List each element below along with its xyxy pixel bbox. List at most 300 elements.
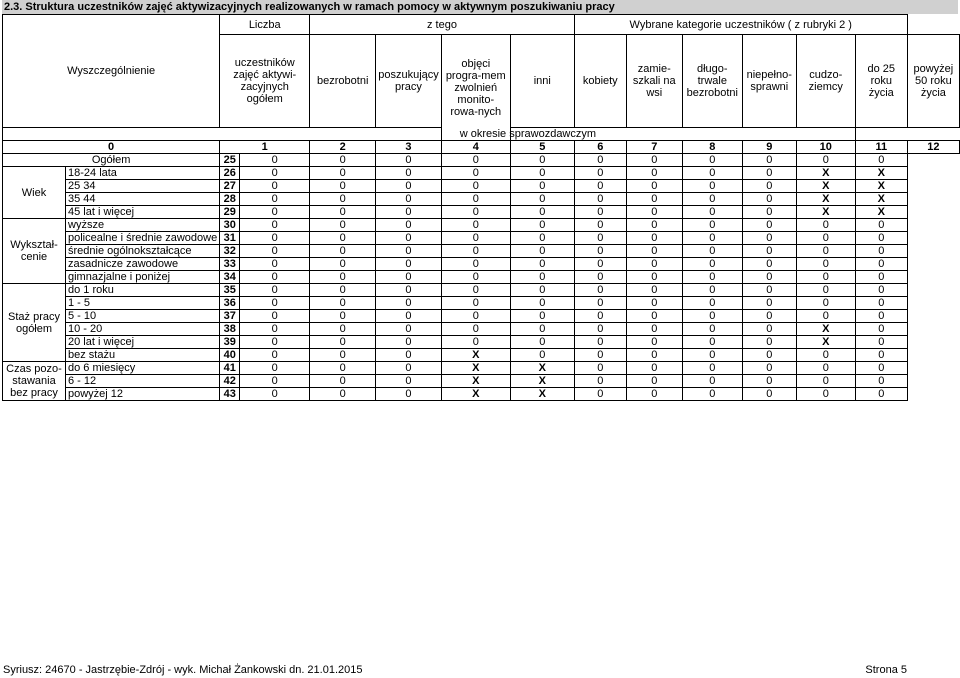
table-cell: 0 — [626, 362, 682, 375]
table-cell: 0 — [626, 219, 682, 232]
header-col-poszukujacy: poszukujący pracy — [376, 35, 442, 128]
table-cell: 0 — [310, 271, 376, 284]
table-row — [3, 232, 960, 245]
table-cell: 0 — [240, 284, 310, 297]
table-cell: 0 — [574, 167, 626, 180]
table-cell: 0 — [626, 349, 682, 362]
table-cell: 0 — [574, 375, 626, 388]
row-label: 5 - 10 — [66, 310, 220, 323]
column-number: 8 — [682, 141, 742, 154]
table-cell: X — [855, 206, 907, 219]
table-cell: 0 — [240, 310, 310, 323]
table-cell: X — [510, 375, 574, 388]
table-cell: 0 — [310, 388, 376, 401]
table-cell: 0 — [574, 310, 626, 323]
table-cell: 0 — [574, 297, 626, 310]
row-code: 41 — [220, 362, 240, 375]
table-cell: 0 — [742, 375, 796, 388]
table-cell: 0 — [742, 245, 796, 258]
table-cell: 0 — [855, 323, 907, 336]
table-cell: 0 — [574, 336, 626, 349]
table-cell: 0 — [441, 271, 510, 284]
table-cell: 0 — [441, 297, 510, 310]
table-cell: X — [796, 167, 855, 180]
table-cell: 0 — [310, 297, 376, 310]
table-cell: 0 — [441, 245, 510, 258]
table-cell: 0 — [626, 310, 682, 323]
table-cell: 0 — [510, 154, 574, 167]
table-cell: 0 — [682, 258, 742, 271]
table-cell: 0 — [240, 193, 310, 206]
table-cell: 0 — [574, 180, 626, 193]
header-col-dlugotrwale: długo-trwale bezrobotni — [682, 35, 742, 128]
table-cell: 0 — [510, 167, 574, 180]
table-row — [3, 258, 960, 271]
table-cell: 0 — [441, 232, 510, 245]
table-cell: 0 — [682, 349, 742, 362]
row-group-wyksztalcenie: Wykształ-cenie — [3, 219, 66, 284]
table-cell: 0 — [682, 297, 742, 310]
table-cell: 0 — [376, 271, 442, 284]
row-code: 26 — [220, 167, 240, 180]
header-col-bezrobotni: bezrobotni — [310, 35, 376, 128]
table-cell: 0 — [376, 154, 442, 167]
table-cell: 0 — [441, 284, 510, 297]
table-cell: 0 — [796, 245, 855, 258]
table-cell: 0 — [310, 219, 376, 232]
table-cell: 0 — [682, 284, 742, 297]
table-cell: 0 — [441, 180, 510, 193]
table-cell: 0 — [626, 388, 682, 401]
row-label: średnie ogólnokształcące — [66, 245, 220, 258]
table-cell: 0 — [855, 219, 907, 232]
table-cell: 0 — [682, 154, 742, 167]
row-code: 29 — [220, 206, 240, 219]
column-number: 3 — [376, 141, 442, 154]
table-cell: 0 — [796, 297, 855, 310]
table-cell: 0 — [742, 388, 796, 401]
table-cell: 0 — [310, 167, 376, 180]
row-group-czas: Czas pozo-stawania bez pracy — [3, 362, 66, 401]
table-cell: 0 — [310, 245, 376, 258]
table-cell: 0 — [240, 349, 310, 362]
table-cell: 0 — [376, 206, 442, 219]
table-cell: 0 — [240, 323, 310, 336]
table-cell: 0 — [742, 180, 796, 193]
table-cell: 0 — [855, 362, 907, 375]
table-cell: 0 — [240, 362, 310, 375]
table-cell: 0 — [240, 336, 310, 349]
row-code: 35 — [220, 284, 240, 297]
table-cell: 0 — [574, 232, 626, 245]
table-cell: 0 — [682, 310, 742, 323]
table-cell: 0 — [855, 245, 907, 258]
row-code: 27 — [220, 180, 240, 193]
column-number: 9 — [742, 141, 796, 154]
table-cell: 0 — [626, 297, 682, 310]
row-code: 37 — [220, 310, 240, 323]
table-cell: 0 — [626, 323, 682, 336]
table-cell: 0 — [682, 232, 742, 245]
table-cell: 0 — [510, 258, 574, 271]
table-cell: 0 — [796, 258, 855, 271]
table-cell: 0 — [310, 232, 376, 245]
table-cell: 0 — [855, 232, 907, 245]
table-cell: X — [796, 180, 855, 193]
table-cell: 0 — [574, 154, 626, 167]
row-label: do 6 miesięcy — [66, 362, 220, 375]
report-title: 2.3. Struktura uczestników zajęć aktywizacyjnych realizowanych w ramach pomocy w aktywnym poszukiwaniu pracy — [2, 0, 958, 14]
table-cell: X — [510, 362, 574, 375]
table-cell: 0 — [855, 271, 907, 284]
table-cell: 0 — [310, 284, 376, 297]
column-numbers-row — [3, 141, 960, 154]
table-cell: 0 — [376, 245, 442, 258]
table-cell: 0 — [310, 310, 376, 323]
table-cell: 0 — [510, 206, 574, 219]
row-label: 10 - 20 — [66, 323, 220, 336]
table-cell: 0 — [376, 336, 442, 349]
table-cell: 0 — [796, 284, 855, 297]
table-cell: 0 — [310, 206, 376, 219]
row-code: 32 — [220, 245, 240, 258]
table-cell: 0 — [574, 206, 626, 219]
table-cell: 0 — [574, 271, 626, 284]
table-row — [3, 388, 960, 401]
row-label: 1 - 5 — [66, 297, 220, 310]
table-cell: 0 — [742, 349, 796, 362]
table-cell: 0 — [376, 232, 442, 245]
row-label: gimnazjalne i poniżej — [66, 271, 220, 284]
table-row — [3, 349, 960, 362]
table-cell: 0 — [682, 167, 742, 180]
table-cell: 0 — [376, 284, 442, 297]
table-cell: 0 — [310, 323, 376, 336]
header-wyszczegolnienie: Wyszczególnienie — [3, 15, 220, 128]
participants-table — [2, 14, 960, 401]
table-cell: 0 — [742, 336, 796, 349]
table-cell: 0 — [742, 323, 796, 336]
footer — [3, 664, 957, 676]
table-cell: X — [796, 193, 855, 206]
table-cell: 0 — [510, 297, 574, 310]
table-cell: 0 — [626, 245, 682, 258]
table-cell: 0 — [376, 180, 442, 193]
row-code: 25 — [220, 154, 240, 167]
table-cell: 0 — [441, 167, 510, 180]
table-cell: 0 — [796, 310, 855, 323]
table-cell: 0 — [742, 258, 796, 271]
table-cell: 0 — [441, 258, 510, 271]
table-cell: 0 — [310, 375, 376, 388]
table-cell: X — [855, 193, 907, 206]
table-row — [3, 206, 960, 219]
table-cell: 0 — [510, 336, 574, 349]
table-cell: 0 — [441, 154, 510, 167]
table-cell: 0 — [574, 219, 626, 232]
row-label: zasadnicze zawodowe — [66, 258, 220, 271]
table-cell: 0 — [376, 219, 442, 232]
table-cell: 0 — [796, 388, 855, 401]
table-cell: 0 — [855, 258, 907, 271]
table-cell: 0 — [682, 375, 742, 388]
table-cell: 0 — [682, 193, 742, 206]
table-cell: 0 — [626, 284, 682, 297]
column-number: 0 — [3, 141, 220, 154]
table-cell: 0 — [796, 362, 855, 375]
table-cell: 0 — [376, 362, 442, 375]
row-code: 34 — [220, 271, 240, 284]
row-label: policealne i średnie zawodowe — [66, 232, 220, 245]
header-period: w okresie sprawozdawczym — [310, 128, 856, 141]
header-col-powyzej50: powyżej 50 roku życia — [907, 35, 959, 128]
table-row — [3, 336, 960, 349]
header-col-cudzoziemcy: cudzo-ziemcy — [796, 35, 855, 128]
table-cell: 0 — [240, 180, 310, 193]
header-uczestnikow: uczestników zajęć aktywi-zacyjnych ogółem — [220, 35, 310, 128]
table-cell: 0 — [742, 193, 796, 206]
table-cell: 0 — [742, 310, 796, 323]
header-wybrane-kategorie: Wybrane kategorie uczestników ( z rubryki 2 ) — [574, 15, 907, 35]
table-cell: 0 — [855, 310, 907, 323]
row-code: 39 — [220, 336, 240, 349]
row-label: 45 lat i więcej — [66, 206, 220, 219]
table-row — [3, 284, 960, 297]
table-row — [3, 154, 960, 167]
table-cell: 0 — [441, 310, 510, 323]
row-group-wiek: Wiek — [3, 167, 66, 219]
table-row — [3, 271, 960, 284]
row-label: powyżej 12 — [66, 388, 220, 401]
table-cell: X — [441, 362, 510, 375]
table-cell: 0 — [510, 284, 574, 297]
table-row — [3, 323, 960, 336]
table-row — [3, 193, 960, 206]
column-number: 6 — [574, 141, 626, 154]
table-cell: 0 — [376, 375, 442, 388]
table-cell: X — [855, 167, 907, 180]
table-cell: 0 — [510, 323, 574, 336]
table-cell: 0 — [240, 375, 310, 388]
table-cell: 0 — [310, 193, 376, 206]
table-cell: 0 — [626, 336, 682, 349]
table-cell: 0 — [240, 271, 310, 284]
table-cell: 0 — [510, 245, 574, 258]
page-number: Strona 5 — [865, 664, 907, 676]
column-number: 5 — [510, 141, 574, 154]
table-cell: 0 — [441, 206, 510, 219]
table-cell: 0 — [376, 323, 442, 336]
column-number: 2 — [310, 141, 376, 154]
table-cell: X — [441, 375, 510, 388]
table-cell: 0 — [510, 219, 574, 232]
table-cell: 0 — [742, 167, 796, 180]
table-cell: 0 — [742, 206, 796, 219]
table-cell: 0 — [682, 336, 742, 349]
table-cell: 0 — [855, 388, 907, 401]
table-cell: 0 — [240, 258, 310, 271]
table-cell: 0 — [510, 271, 574, 284]
column-number: 4 — [441, 141, 510, 154]
table-cell: 0 — [855, 297, 907, 310]
table-row — [3, 362, 960, 375]
row-label: do 1 roku — [66, 284, 220, 297]
column-number: 12 — [907, 141, 959, 154]
header-col-kobiety: kobiety — [574, 35, 626, 128]
table-cell: 0 — [376, 297, 442, 310]
table-cell: 0 — [855, 336, 907, 349]
table-cell: 0 — [742, 362, 796, 375]
header-col-inni: inni — [510, 35, 574, 128]
table-cell: 0 — [510, 232, 574, 245]
header-z-tego: z tego — [310, 15, 575, 35]
table-cell: 0 — [510, 310, 574, 323]
row-label: wyższe — [66, 219, 220, 232]
table-cell: 0 — [742, 232, 796, 245]
table-cell: 0 — [855, 349, 907, 362]
row-code: 30 — [220, 219, 240, 232]
row-code: 28 — [220, 193, 240, 206]
table-cell: 0 — [310, 362, 376, 375]
table-cell: 0 — [441, 219, 510, 232]
table-cell: 0 — [626, 206, 682, 219]
header-col-niepelnosprawni: niepełno-sprawni — [742, 35, 796, 128]
column-number: 11 — [855, 141, 907, 154]
table-row — [3, 375, 960, 388]
table-cell: 0 — [626, 154, 682, 167]
table-cell: 0 — [574, 362, 626, 375]
table-cell: 0 — [742, 219, 796, 232]
table-row — [3, 245, 960, 258]
table-cell: 0 — [626, 232, 682, 245]
table-cell: 0 — [310, 154, 376, 167]
table-cell: 0 — [796, 349, 855, 362]
table-cell: 0 — [310, 258, 376, 271]
table-cell: 0 — [574, 284, 626, 297]
table-cell: 0 — [240, 297, 310, 310]
table-cell: 0 — [626, 193, 682, 206]
table-cell: 0 — [510, 349, 574, 362]
table-cell: 0 — [240, 154, 310, 167]
table-cell: 0 — [574, 258, 626, 271]
table-cell: 0 — [510, 180, 574, 193]
table-cell: 0 — [796, 154, 855, 167]
table-cell: X — [510, 388, 574, 401]
table-cell: 0 — [626, 167, 682, 180]
table-row — [3, 310, 960, 323]
row-label: 6 - 12 — [66, 375, 220, 388]
table-cell: 0 — [240, 388, 310, 401]
table-cell: 0 — [796, 219, 855, 232]
table-cell: 0 — [441, 323, 510, 336]
table-cell: 0 — [855, 284, 907, 297]
table-cell: X — [441, 349, 510, 362]
row-label: 20 lat i więcej — [66, 336, 220, 349]
row-label: 18-24 lata — [66, 167, 220, 180]
table-cell: 0 — [310, 349, 376, 362]
table-cell: 0 — [682, 180, 742, 193]
table-cell: X — [441, 388, 510, 401]
table-cell: 0 — [574, 323, 626, 336]
row-code: 36 — [220, 297, 240, 310]
table-cell: 0 — [682, 323, 742, 336]
footer-info: Syriusz: 24670 - Jastrzębie-Zdrój - wyk. Michał Żankowski dn. 21.01.2015 — [3, 664, 363, 676]
table-cell: 0 — [626, 375, 682, 388]
table-cell: 0 — [796, 232, 855, 245]
row-code: 40 — [220, 349, 240, 362]
table-cell: 0 — [240, 232, 310, 245]
table-cell: 0 — [742, 271, 796, 284]
row-code: 31 — [220, 232, 240, 245]
table-cell: 0 — [376, 349, 442, 362]
table-cell: 0 — [855, 154, 907, 167]
table-cell: 0 — [796, 271, 855, 284]
table-cell: 0 — [742, 154, 796, 167]
table-cell: 0 — [240, 245, 310, 258]
table-cell: 0 — [574, 349, 626, 362]
table-cell: 0 — [742, 297, 796, 310]
table-cell: 0 — [376, 388, 442, 401]
table-row — [3, 219, 960, 232]
header-col-objeci: objęci progra-mem zwolnień monito-rowa-nych — [441, 35, 510, 141]
table-cell: X — [796, 206, 855, 219]
row-label: bez stażu — [66, 349, 220, 362]
row-label: 35 44 — [66, 193, 220, 206]
table-cell: X — [855, 180, 907, 193]
header-col-wies: zamie-szkali na wsi — [626, 35, 682, 128]
table-cell: X — [796, 323, 855, 336]
table-cell: 0 — [682, 362, 742, 375]
table-cell: 0 — [240, 206, 310, 219]
table-cell: 0 — [626, 180, 682, 193]
table-row — [3, 167, 960, 180]
header-liczba: Liczba — [220, 15, 310, 35]
row-label: 25 34 — [66, 180, 220, 193]
table-cell: 0 — [682, 271, 742, 284]
row-code: 42 — [220, 375, 240, 388]
row-label: Ogółem — [3, 154, 220, 167]
table-cell: 0 — [310, 180, 376, 193]
table-cell: 0 — [682, 245, 742, 258]
column-number: 7 — [626, 141, 682, 154]
table-cell: 0 — [574, 193, 626, 206]
table-cell: 0 — [310, 336, 376, 349]
table-cell: X — [796, 336, 855, 349]
column-number: 1 — [220, 141, 310, 154]
table-cell: 0 — [376, 310, 442, 323]
table-cell: 0 — [626, 258, 682, 271]
row-group-staz: Staż pracy ogółem — [3, 284, 66, 362]
table-cell: 0 — [682, 388, 742, 401]
column-number: 10 — [796, 141, 855, 154]
table-cell: 0 — [441, 193, 510, 206]
table-cell: 0 — [742, 284, 796, 297]
table-cell: 0 — [626, 271, 682, 284]
header-col-do25: do 25 roku życia — [855, 35, 907, 128]
table-cell: 0 — [376, 167, 442, 180]
table-cell: 0 — [510, 193, 574, 206]
table-cell: 0 — [376, 193, 442, 206]
row-code: 33 — [220, 258, 240, 271]
table-cell: 0 — [682, 206, 742, 219]
table-row — [3, 297, 960, 310]
table-cell: 0 — [796, 375, 855, 388]
table-cell: 0 — [240, 219, 310, 232]
table-cell: 0 — [441, 336, 510, 349]
table-cell: 0 — [376, 258, 442, 271]
table-cell: 0 — [574, 388, 626, 401]
row-code: 43 — [220, 388, 240, 401]
